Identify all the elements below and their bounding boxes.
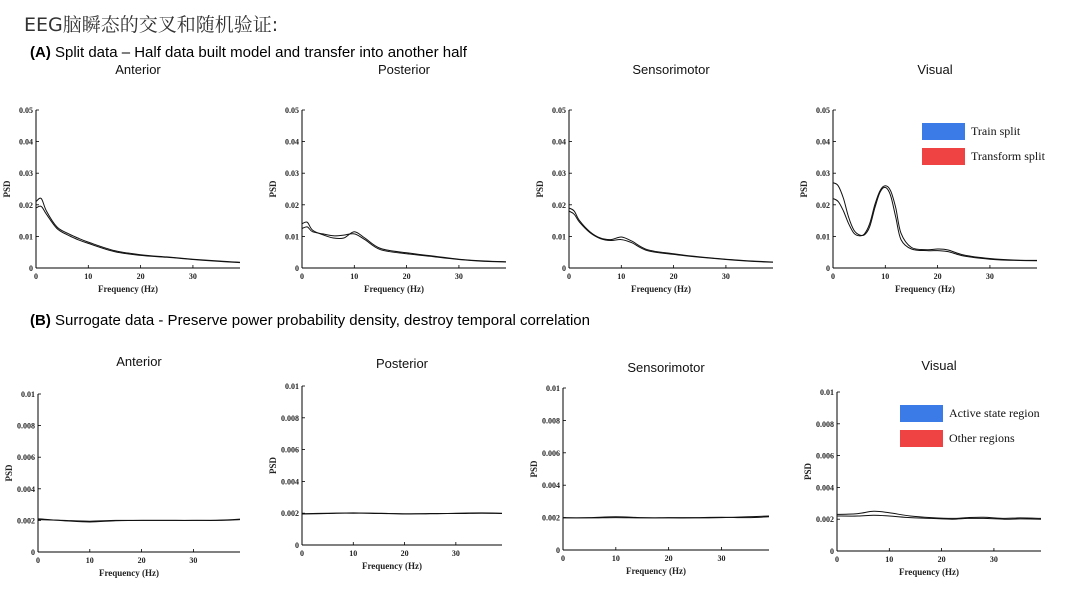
y-tick-label: 0 xyxy=(295,541,299,550)
chart-title: Visual xyxy=(921,358,957,373)
y-tick-label: 0.008 xyxy=(281,413,299,423)
series-line-1 xyxy=(837,511,1041,518)
x-tick-label: 10 xyxy=(84,272,93,281)
y-tick-label: 0.02 xyxy=(19,200,33,210)
x-tick-label: 20 xyxy=(669,272,678,281)
x-tick-label: 10 xyxy=(611,554,620,563)
y-tick-label: 0 xyxy=(830,547,834,556)
chart-svg xyxy=(266,62,516,302)
legend-a-item-transform xyxy=(922,144,1045,169)
legend-a-label-train: Train split xyxy=(971,124,1021,138)
chart-svg xyxy=(0,62,250,302)
y-tick-label: 0.04 xyxy=(285,137,299,147)
y-tick-label: 0.004 xyxy=(17,484,35,494)
chart-title: Visual xyxy=(917,62,953,77)
y-tick-label: 0.02 xyxy=(552,200,566,210)
y-tick-label: 0.02 xyxy=(816,200,830,210)
x-tick-label: 20 xyxy=(933,272,942,281)
y-axis-label: PSD xyxy=(268,180,278,198)
chart-svg xyxy=(797,62,1047,302)
legend-a-label-transform: Transform split xyxy=(971,149,1045,163)
y-tick-label: 0.03 xyxy=(552,169,566,179)
y-tick-label: 0.03 xyxy=(816,169,830,179)
x-tick-label: 10 xyxy=(85,556,94,565)
legend-a xyxy=(922,119,1045,169)
y-tick-label: 0.008 xyxy=(542,416,560,426)
chart-panel-a-sensorimotor xyxy=(533,62,763,294)
y-tick-label: 0.05 xyxy=(816,106,830,115)
x-tick-label: 30 xyxy=(989,555,998,564)
y-axis-label: PSD xyxy=(2,180,12,198)
y-tick-label: 0.002 xyxy=(542,513,560,523)
chart-title: Anterior xyxy=(116,354,162,369)
chart-title: Sensorimotor xyxy=(632,62,710,77)
x-tick-label: 10 xyxy=(617,272,626,281)
y-tick-label: 0.01 xyxy=(285,232,299,242)
x-tick-label: 10 xyxy=(881,272,890,281)
y-tick-label: 0 xyxy=(826,264,830,273)
legend-b-swatch-other xyxy=(900,430,943,447)
chart-svg xyxy=(0,354,250,594)
series-line-1 xyxy=(302,222,506,262)
y-tick-label: 0.008 xyxy=(17,421,35,431)
chart-title: Posterior xyxy=(375,356,429,371)
y-tick-label: 0.008 xyxy=(816,419,834,429)
y-tick-label: 0.01 xyxy=(546,384,560,393)
y-axis-label: PSD xyxy=(799,180,809,198)
y-axis-label: PSD xyxy=(803,462,813,481)
y-tick-label: 0.006 xyxy=(542,448,560,458)
y-tick-label: 0.03 xyxy=(285,169,299,179)
legend-b-item-other xyxy=(900,426,1040,451)
y-tick-label: 0.002 xyxy=(17,516,35,526)
y-tick-label: 0.04 xyxy=(552,137,566,147)
y-tick-label: 0.05 xyxy=(285,106,299,115)
y-tick-label: 0.01 xyxy=(19,232,33,242)
chart-panel-a-posterior xyxy=(266,62,496,294)
chart-svg xyxy=(527,354,777,594)
x-tick-label: 20 xyxy=(402,272,411,281)
x-tick-label: 20 xyxy=(136,272,145,281)
chart-svg xyxy=(799,354,1049,594)
chart-title: Posterior xyxy=(377,62,431,77)
y-axis-label: PSD xyxy=(535,180,545,198)
legend-a-swatch-transform xyxy=(922,148,965,165)
y-tick-label: 0.004 xyxy=(816,483,834,493)
x-tick-label: 0 xyxy=(835,555,839,564)
x-tick-label: 10 xyxy=(350,272,359,281)
x-tick-label: 0 xyxy=(300,549,304,558)
y-tick-label: 0.05 xyxy=(552,106,566,115)
series-line-2 xyxy=(569,211,773,262)
y-axis-label: PSD xyxy=(529,460,539,478)
chart-svg xyxy=(268,354,518,594)
section-b-label: (B) xyxy=(30,312,51,329)
x-tick-label: 30 xyxy=(717,554,726,563)
section-a-title xyxy=(30,44,467,61)
y-tick-label: 0.05 xyxy=(19,106,33,115)
legend-a-item-train xyxy=(922,119,1045,144)
legend-b-label-other: Other regions xyxy=(949,431,1015,445)
chart-panel-b-anterior xyxy=(0,354,230,578)
section-a-text: Split data – Half data built model and transfer into another half xyxy=(50,44,467,61)
section-a-label: (A) xyxy=(30,44,51,61)
series-line-2 xyxy=(833,186,1037,261)
series-line-2 xyxy=(302,227,506,262)
section-b-text: Surrogate data - Preserve power probability density, destroy temporal correlation xyxy=(50,312,590,329)
x-tick-label: 20 xyxy=(937,555,946,564)
y-tick-label: 0.006 xyxy=(816,451,834,461)
chart-svg xyxy=(533,62,783,302)
x-tick-label: 10 xyxy=(885,555,894,564)
y-tick-label: 0.002 xyxy=(816,515,834,525)
y-tick-label: 0.006 xyxy=(281,445,299,455)
x-tick-label: 10 xyxy=(349,549,358,558)
y-axis-label: PSD xyxy=(4,464,14,482)
y-tick-label: 0.006 xyxy=(17,453,35,463)
y-tick-label: 0.01 xyxy=(21,390,35,399)
x-tick-label: 0 xyxy=(561,554,565,563)
y-tick-label: 0.01 xyxy=(820,388,834,397)
x-tick-label: 20 xyxy=(137,556,146,565)
chart-panel-b-sensorimotor xyxy=(527,354,757,576)
x-axis-label: Frequency (Hz) xyxy=(625,566,687,576)
x-tick-label: 0 xyxy=(567,272,571,281)
x-axis-label: Frequency (Hz) xyxy=(361,561,423,571)
chart-panel-b-posterior xyxy=(268,354,498,571)
x-tick-label: 30 xyxy=(454,272,463,281)
x-tick-label: 20 xyxy=(400,549,409,558)
x-tick-label: 0 xyxy=(34,272,38,281)
x-axis-label: Frequency (Hz) xyxy=(894,284,956,294)
chart-title: Sensorimotor xyxy=(627,360,705,375)
x-axis-label: Frequency (Hz) xyxy=(363,284,425,294)
y-tick-label: 0 xyxy=(562,264,566,273)
y-tick-label: 0 xyxy=(31,548,35,557)
x-axis-label: Frequency (Hz) xyxy=(98,568,160,578)
y-tick-label: 0.01 xyxy=(552,232,566,242)
x-tick-label: 0 xyxy=(300,272,304,281)
y-tick-label: 0.03 xyxy=(19,169,33,179)
y-tick-label: 0.04 xyxy=(816,137,830,147)
y-tick-label: 0.02 xyxy=(285,200,299,210)
x-tick-label: 30 xyxy=(189,556,198,565)
legend-b-label-active: Active state region xyxy=(949,406,1040,420)
legend-b xyxy=(900,401,1040,451)
slide-title: EEG脑瞬态的交叉和随机验证: xyxy=(24,14,279,36)
legend-b-swatch-active xyxy=(900,405,943,422)
y-tick-label: 0.004 xyxy=(542,481,560,491)
y-tick-label: 0.01 xyxy=(285,382,299,391)
y-tick-label: 0.004 xyxy=(281,477,299,487)
x-tick-label: 30 xyxy=(451,549,460,558)
y-tick-label: 0 xyxy=(556,546,560,555)
y-axis-label: PSD xyxy=(268,456,278,475)
y-tick-label: 0.002 xyxy=(281,509,299,519)
section-b-title xyxy=(30,312,590,329)
chart-panel-a-anterior xyxy=(0,62,230,294)
y-tick-label: 0.04 xyxy=(19,137,33,147)
y-tick-label: 0 xyxy=(295,264,299,273)
x-tick-label: 20 xyxy=(664,554,673,563)
x-tick-label: 30 xyxy=(188,272,197,281)
x-axis-label: Frequency (Hz) xyxy=(630,284,692,294)
x-tick-label: 30 xyxy=(721,272,730,281)
x-axis-label: Frequency (Hz) xyxy=(898,567,960,577)
x-axis-label: Frequency (Hz) xyxy=(97,284,159,294)
legend-b-item-active xyxy=(900,401,1040,426)
x-tick-label: 0 xyxy=(831,272,835,281)
y-tick-label: 0.01 xyxy=(816,232,830,242)
series-line-1 xyxy=(36,198,240,262)
chart-title: Anterior xyxy=(115,62,161,77)
chart-panel-b-visual xyxy=(799,354,1029,577)
y-tick-label: 0 xyxy=(29,264,33,273)
x-tick-label: 30 xyxy=(985,272,994,281)
x-tick-label: 0 xyxy=(36,556,40,565)
legend-a-swatch-train xyxy=(922,123,965,140)
